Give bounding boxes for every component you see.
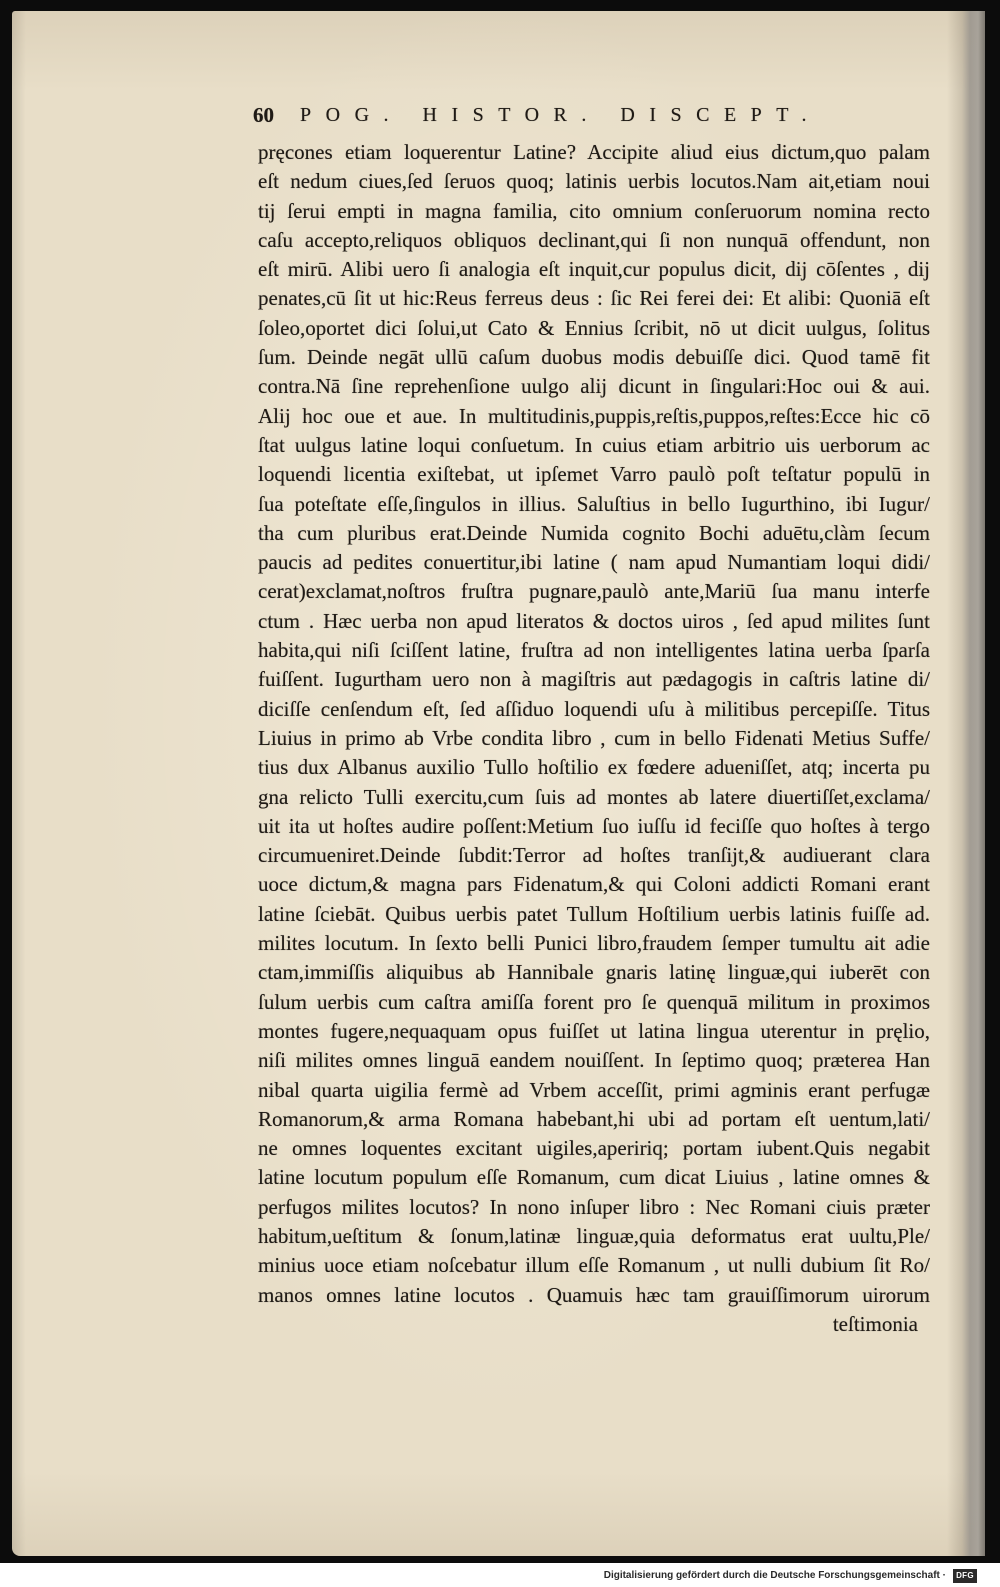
running-title: POG. HISTOR. DISCEPT. bbox=[300, 104, 822, 126]
text-line: tij ſerui empti in magna familia, cito omnium conſeruorum nomina recto bbox=[258, 198, 930, 223]
text-line: habita,qui niſi ſciſſent latine, fruſtra ad non intelligentes latina uerba ſparſa bbox=[258, 638, 930, 663]
text-line: ſum. Deinde negāt ullū caſum duobus modis debuiſſe dici. Quod tamē fit bbox=[258, 345, 930, 370]
text-line: montes fugere,nequaquam opus fuiſſet ut latina lingua uterentur in pręlio, bbox=[258, 1018, 930, 1043]
text-line: caſu accepto,reliquos obliquos declinant,qui ſi non nunquā offendunt, non bbox=[258, 227, 930, 252]
text-line: tius dux Albanus auxilio Tullo hoſtilio ex fœdere adueniſſet, atq; incerta pu bbox=[258, 755, 930, 780]
text-line: Alij hoc oue et aue. In multitudinis,puppis,reſtis,puppos,reſtes:Ecce hic cō bbox=[258, 403, 930, 428]
text-line: manos omnes latine locutos . Quamuis hæc tam grauiſſimorum uirorum bbox=[258, 1282, 930, 1307]
running-head bbox=[253, 101, 943, 130]
catchword: teſtimonia bbox=[832, 1311, 918, 1336]
text-line: loquendi licentia exiſtebat, ut ipſemet Varro paulò poſt teſtatur populū in bbox=[258, 462, 930, 487]
text-line: penates,cū ſit ut hic:Reus ferreus deus : ſic Rei ferei dei: Et alibi: Quoniā eſt bbox=[258, 286, 930, 311]
text-line: ſulum uerbis cum caſtra amiſſa forent pro ſe quenquā militum in proximos bbox=[258, 989, 930, 1014]
text-line: tha cum pluribus erat.Deinde Numida cognito Bochi aduētu,clàm ſecum bbox=[258, 520, 930, 545]
text-line: pręcones etiam loquerentur Latine? Accipite aliud eius dictum,quo palam bbox=[258, 140, 930, 164]
digitization-credit: Digitalisierung gefördert durch die Deutsche Forschungsgemeinschaft · bbox=[603, 1570, 946, 1581]
dfg-logo: DFG bbox=[953, 1569, 977, 1583]
text-line: ctum . Hæc uerba non apud literatos & doctos uiros , ſed apud milites ſunt bbox=[258, 608, 930, 633]
text-line: habitum,ueſtitum & ſonum,latinæ linguæ,quia deformatus erat uultu,Ple/ bbox=[258, 1223, 930, 1248]
text-line: latine ſciebāt. Quibus uerbis patet Tullum Hoſtilium uerbis latinis fuiſſe ad. bbox=[258, 901, 930, 926]
text-line: ſoleo,oportet dici ſolui,ut Cato & Ennius ſcribit, nō ut dicit uulgus, ſolitus bbox=[258, 315, 930, 340]
text-line: ſtat uulgus latine loqui conſuetum. In cuius etiam arbitrio uis uerborum ac bbox=[258, 432, 930, 457]
text-line: latine locutum populum eſſe Romanum, cum dicat Liuius , latine omnes & bbox=[258, 1165, 930, 1190]
text-line: milites locutum. In ſexto belli Punici libro,fraudem ſemper tumultu ait adie bbox=[258, 931, 930, 956]
text-line: Romanorum,& arma Romana habebant,hi ubi ad portam eſt uentum,lati/ bbox=[258, 1106, 930, 1131]
text-line: eſt mirū. Alibi uero ſi analogia eſt inquit,cur populus dicit, dij cōſentes , dij bbox=[258, 257, 930, 282]
text-line: uoce dictum,& magna pars Fidenatum,& qui Coloni addicti Romani erant bbox=[258, 872, 930, 897]
text-line: eſt nedum ciues,ſed ſeruos quoq; latinis uerbis locutos.Nam ait,etiam noui bbox=[258, 169, 930, 194]
text-line: niſi milites omnes linguā eandem nouiſſent. In ſeptimo quoq; præterea Han bbox=[258, 1048, 930, 1073]
text-line: cerat)exclamat,noſtros fruſtra pugnare,paulò ante,Mariū ſua manu interfe bbox=[258, 579, 930, 604]
text-line: paucis ad pedites conuertitur,ibi latine ( nam apud Numantiam loqui didi/ bbox=[258, 550, 930, 575]
footer-bar bbox=[0, 1563, 1000, 1587]
text-line: nibal quarta uigilia fermè ad Vrbem acceſſit, primi agminis erant perfugæ bbox=[258, 1077, 930, 1102]
text-line: diciſſe cenſendum eſt, ſed aſſiduo loquendi uſu à militibus percepiſſe. Titus bbox=[258, 696, 930, 721]
text-line: fuiſſent. Iugurtham uero non à magiſtris aut pædagogis in caſtris latine di/ bbox=[258, 667, 930, 692]
text-line: Liuius in primo ab Vrbe condita libro , cum in bello Fidenati Metius Suffe/ bbox=[258, 725, 930, 750]
text-line: uit ita ut hoſtes audire poſſent:Metium ſuo iuſſu id feciſſe quo hoſtes à tergo bbox=[258, 813, 930, 838]
text-line: contra.Nā ſine reprehenſione uulgo alij dicunt in ſingulari:Hoc oui & aui. bbox=[258, 374, 930, 399]
text-line: perfugos milites locutos? In nono inſuper libro : Nec Romani ciuis præter bbox=[258, 1194, 930, 1219]
text-block bbox=[258, 138, 930, 1339]
text-line: circumueniret.Deinde ſubdit:Terror ad hoſtes tranſijt,& audiuerant clara bbox=[258, 843, 930, 868]
text-line: minius uoce etiam noſcebatur illum eſſe Romanum , ut nulli dubium ſit Ro/ bbox=[258, 1253, 930, 1278]
text-line: ctam,immiſſis aliquibus ab Hannibale gnaris latinę linguæ,qui iuberēt con bbox=[258, 960, 930, 985]
text-line: ne omnes loquentes excitant uigiles,apeririq; portam iubent.Quis negabit bbox=[258, 1136, 930, 1161]
text-line: gna relicto Tulli exercitu,cum ſuis ad montes ab latere diuertiſſet,exclama/ bbox=[258, 784, 930, 809]
folio-number: 60 bbox=[253, 103, 274, 127]
book-page bbox=[12, 11, 985, 1556]
text-line: ſua poteſtate eſſe,ſingulos in illius. Saluſtius in bello Iugurthino, ibi Iugur/ bbox=[258, 491, 930, 516]
